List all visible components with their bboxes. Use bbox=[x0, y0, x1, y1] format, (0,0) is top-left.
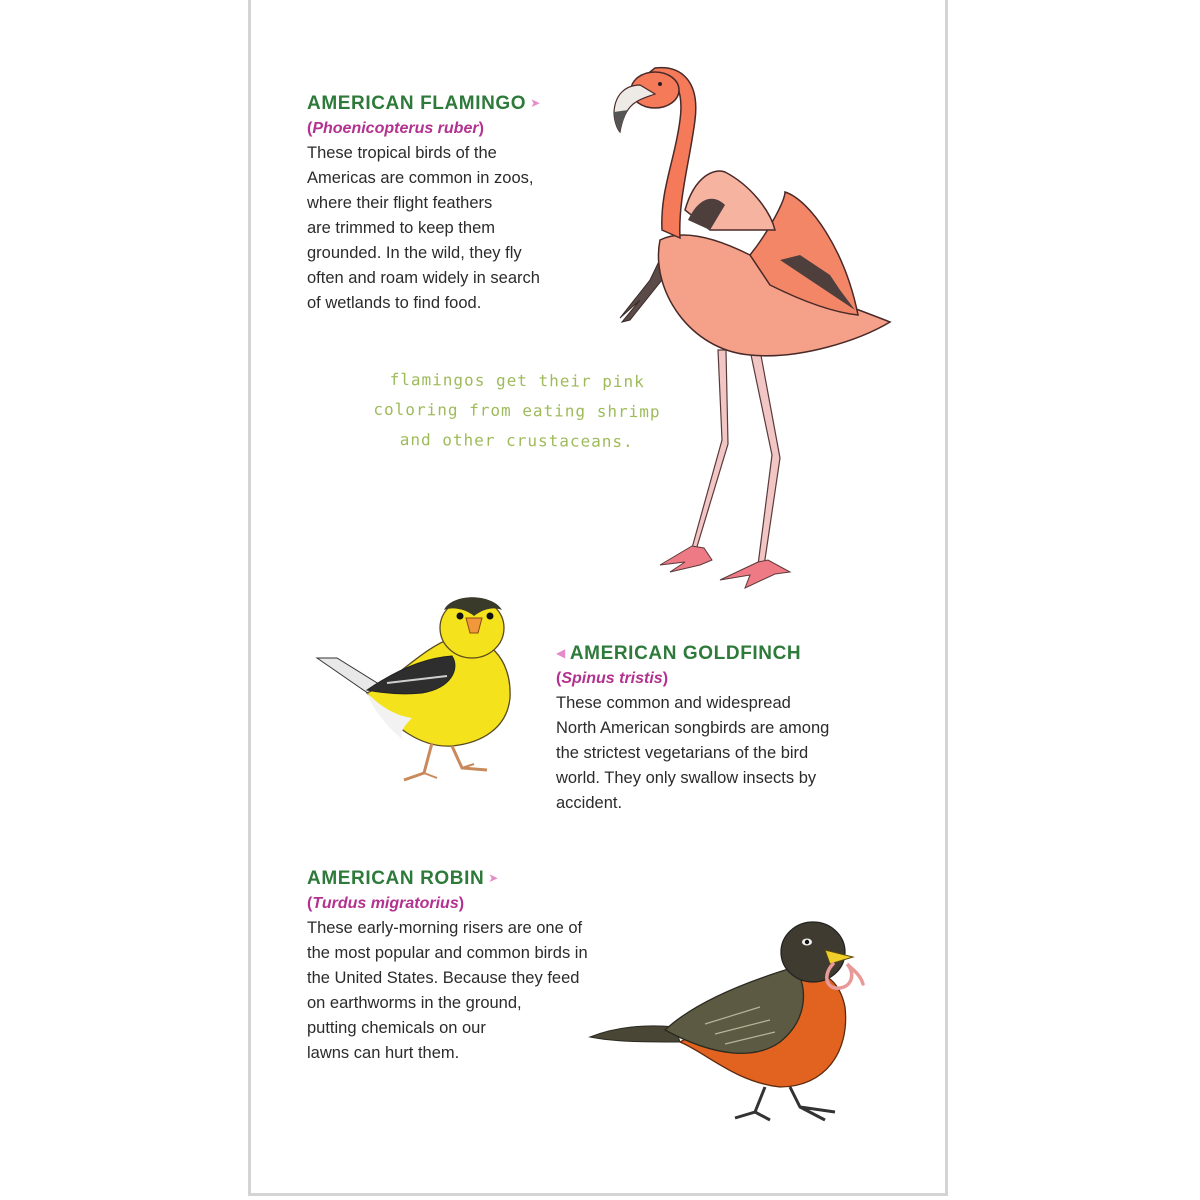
flamingo-title-text: AMERICAN FLAMINGO bbox=[307, 93, 527, 114]
flamingo-illustration bbox=[600, 60, 900, 600]
robin-illustration bbox=[585, 912, 865, 1122]
robin-description: These early-morning risers are one of the most popular and common birds in the United States. Because they feed on earthworms in the ground, putting chemicals on our lawns can hurt them. bbox=[307, 919, 588, 1062]
goldfinch-entry bbox=[556, 641, 829, 816]
flamingo-entry bbox=[307, 91, 545, 316]
arrow-left-icon: ◀ bbox=[556, 646, 566, 660]
robin-title-text: AMERICAN ROBIN bbox=[307, 868, 485, 889]
goldfinch-title-text: AMERICAN GOLDFINCH bbox=[569, 643, 802, 664]
flamingo-description: These tropical birds of the Americas are common in zoos, where their flight feathers are trimmed to keep them grounded. In the wild, they fly often and roam widely in search of wetlands to find food. bbox=[307, 144, 540, 312]
robin-entry bbox=[307, 866, 588, 1066]
robin-title bbox=[307, 866, 588, 891]
flamingo-scientific-name: (Phoenicopterus ruber) bbox=[307, 120, 484, 137]
flamingo-title bbox=[307, 91, 545, 116]
goldfinch-description: These common and widespread North American songbirds are among the strictest vegetarians of the bird world. They only swallow insects by accident. bbox=[556, 694, 830, 812]
goldfinch-title bbox=[556, 641, 829, 666]
fun-fact-note: flamingos get their pink coloring from eating shrimp and other crustaceans. bbox=[373, 369, 661, 452]
robin-scientific-name: (Turdus migratorius) bbox=[307, 895, 465, 912]
goldfinch-scientific-name: (Spinus tristis) bbox=[556, 670, 669, 687]
arrow-right-icon: ➤ bbox=[488, 871, 499, 885]
arrow-right-icon: ➤ bbox=[530, 96, 541, 110]
goldfinch-illustration bbox=[312, 588, 517, 788]
